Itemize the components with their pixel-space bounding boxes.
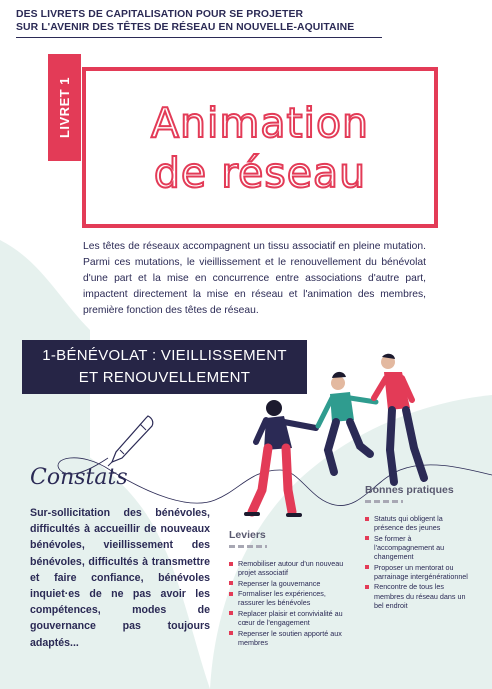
list-item: Se former à l'accompagnement au changement bbox=[365, 534, 471, 562]
header-line-2: SUR L'AVENIR DES TÊTES DE RÉSEAU EN NOUVELLE-AQUITAINE bbox=[16, 22, 355, 33]
bonnes-pratiques-divider bbox=[365, 500, 403, 503]
pen-icon bbox=[100, 410, 160, 470]
section-title-line-2: ET RENOUVELLEMENT bbox=[78, 369, 251, 386]
section-title-line-1: 1-BÉNÉVOLAT : VIEILLISSEMENT bbox=[42, 347, 287, 364]
livret-tab bbox=[48, 54, 81, 161]
list-item: Formaliser les expériences, rassurer les bénévoles bbox=[229, 589, 354, 607]
page-title-line-2: de réseau bbox=[153, 148, 367, 197]
constats-text: Sur-sollicitation des bénévoles, difficultés à accueillir de nouveaux bénévoles, vieillissement des bénévoles, difficultés à transmettre et faire confiance, bénévoles inquiet·es de ne pas avoir les compétences, modes de gouvernance pas toujours adaptés... bbox=[30, 507, 210, 649]
list-item: Proposer un mentorat ou parrainage intergénérationnel bbox=[365, 563, 471, 581]
constats-title: Constats bbox=[30, 465, 128, 490]
leviers-title: Leviers bbox=[229, 529, 266, 541]
leviers-column bbox=[229, 529, 354, 648]
bonnes-pratiques-title: Bonnes pratiques bbox=[365, 484, 454, 496]
leviers-divider bbox=[229, 545, 267, 548]
bonnes-pratiques-list bbox=[365, 514, 471, 610]
header-line-1: DES LIVRETS DE CAPITALISATION POUR SE PROJETER bbox=[16, 9, 304, 20]
bonnes-pratiques-column bbox=[365, 484, 471, 611]
leviers-list bbox=[229, 559, 354, 647]
list-item: Remobiliser autour d'un nouveau projet associatif bbox=[229, 559, 354, 577]
list-item: Repenser la gouvernance bbox=[229, 579, 354, 588]
page-title-line-1: Animation bbox=[150, 98, 370, 147]
page-header bbox=[16, 8, 382, 38]
livret-label: LIVRET 1 bbox=[57, 76, 73, 139]
list-item: Repenser le soutien apporté aux membres bbox=[229, 629, 354, 647]
title-box bbox=[82, 67, 438, 228]
list-item: Rencontre de tous les membres du réseau dans un bel endroit bbox=[365, 582, 471, 610]
header-divider bbox=[16, 37, 382, 38]
list-item: Replacer plaisir et convivialité au cœur de l'engagement bbox=[229, 609, 354, 627]
intro-paragraph: Les têtes de réseaux accompagnent un tissu associatif en pleine mutation. Parmi ces mutations, le vieillissement et le renouvellement du bénévolat d'une part et la mise en concurrence entre associations d'autre part, impactent directement la mise en réseau et l'animation des membres, première fonction des têtes de réseau. bbox=[83, 241, 426, 316]
list-item: Statuts qui obligent la présence des jeunes bbox=[365, 514, 471, 532]
